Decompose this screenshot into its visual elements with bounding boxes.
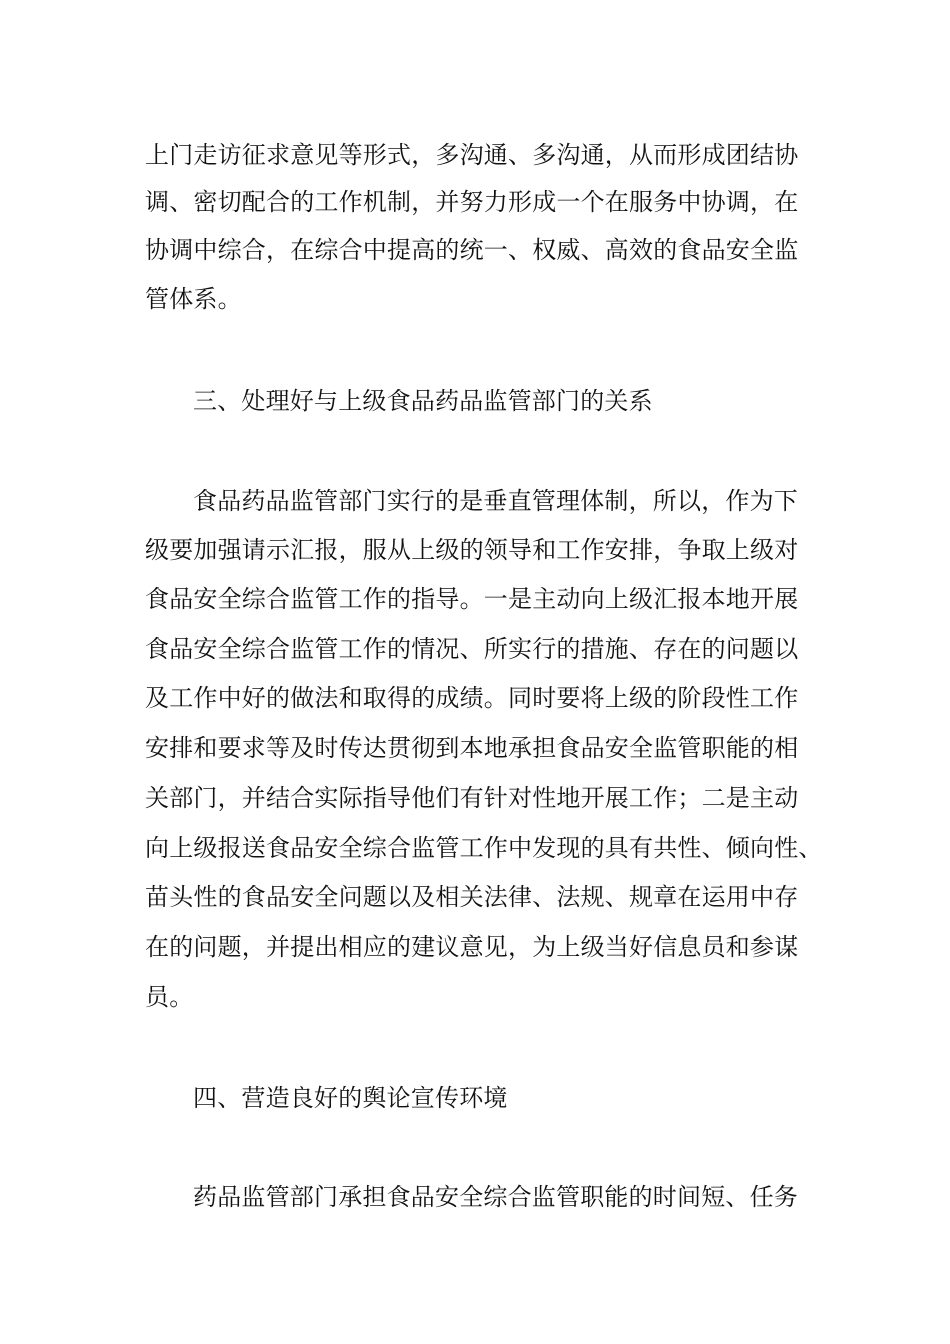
paragraph-line: 级要加强请示汇报，服从上级的领导和工作安排，争取上级对	[145, 536, 799, 564]
paragraph-line: 在的问题，并提出相应的建议意见，为上级当好信息员和参谋	[145, 933, 799, 961]
paragraph-line: 及工作中好的做法和取得的成绩。同时要将上级的阶段性工作	[145, 684, 799, 712]
section-heading: 三、处理好与上级食品药品监管部门的关系	[193, 387, 653, 415]
paragraph-line: 安排和要求等及时传达贯彻到本地承担食品安全监管职能的相	[145, 734, 799, 762]
paragraph-line: 苗头性的食品安全问题以及相关法律、法规、规章在运用中存	[145, 883, 799, 911]
paragraph-line: 食品安全综合监管工作的情况、所实行的措施、存在的问题以	[145, 635, 799, 663]
paragraph-line: 员。	[145, 983, 194, 1011]
paragraph-line: 协调中综合，在综合中提高的统一、权威、高效的食品安全监	[145, 236, 799, 264]
section-heading: 四、营造良好的舆论宣传环境	[193, 1084, 508, 1112]
paragraph-line: 食品安全综合监管工作的指导。一是主动向上级汇报本地开展	[145, 585, 799, 613]
paragraph-line: 食品药品监管部门实行的是垂直管理体制，所以，作为下	[193, 487, 798, 515]
paragraph-line: 调、密切配合的工作机制，并努力形成一个在服务中协调，在	[145, 188, 799, 216]
paragraph-line: 管体系。	[145, 285, 242, 313]
paragraph-line: 向上级报送食品安全综合监管工作中发现的具有共性、倾向性、	[145, 834, 823, 862]
paragraph-line: 上门走访征求意见等形式，多沟通、多沟通，从而形成团结协	[145, 141, 799, 169]
paragraph-line: 关部门，并结合实际指导他们有针对性地开展工作；二是主动	[145, 784, 799, 812]
paragraph-line: 药品监管部门承担食品安全综合监管职能的时间短、任务	[193, 1183, 798, 1211]
